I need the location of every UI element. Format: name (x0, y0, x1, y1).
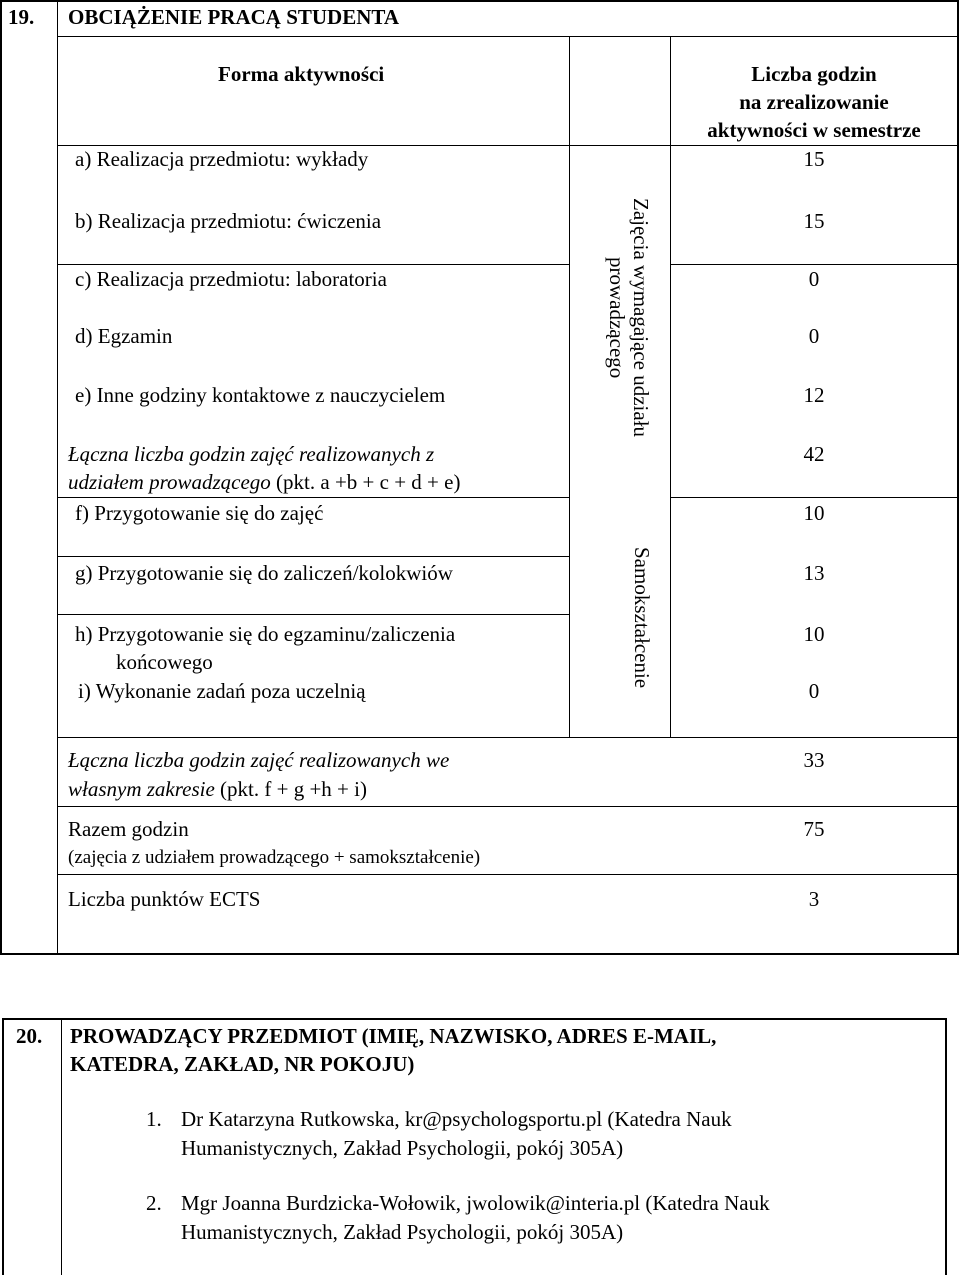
row-divider (57, 806, 959, 807)
ects-value: 3 (808, 887, 820, 911)
row-divider (57, 737, 959, 738)
group-label-self-study: Samokształcenie (630, 547, 654, 689)
lecturer-line1: Dr Katarzyna Rutkowska, kr@psychologsportu.pl (Katedra Nauk (181, 1107, 732, 1131)
frame-top (2, 1018, 947, 1020)
row-divider (57, 614, 569, 615)
activity-row-label: a) Realizacja przedmiotu: wykłady (75, 147, 369, 171)
row-divider (57, 874, 959, 875)
contact-hours-sum-italic: udziałem prowadzącego (68, 470, 271, 494)
self-study-sum-italic: własnym zakresie (68, 777, 215, 801)
activity-row-value: 10 (803, 622, 825, 646)
lecturer-number: 2. (146, 1191, 162, 1215)
activity-row-value: 0 (808, 679, 820, 703)
activity-row-label: i) Wykonanie zadań poza uczelnią (78, 679, 366, 703)
title-divider (57, 36, 959, 37)
frame-left (0, 0, 2, 955)
contact-hours-sum-value: 42 (803, 442, 825, 466)
contact-hours-sum-points: (pkt. a +b + c + d + e) (270, 470, 461, 494)
number-column-divider (57, 0, 58, 955)
row-divider (57, 497, 569, 498)
lecturer-line2: Humanistycznych, Zakład Psychologii, pokój 305A) (181, 1136, 624, 1160)
column-divider (569, 37, 570, 737)
ects-label: Liczba punktów ECTS (68, 887, 261, 911)
hours-column-header-line2: na zrealizowanie (739, 90, 889, 114)
activity-row-value: 10 (803, 501, 825, 525)
section-title: OBCIĄŻENIE PRACĄ STUDENTA (68, 5, 399, 29)
activity-row-value: 12 (803, 383, 825, 407)
row-divider (57, 556, 569, 557)
number-column-divider (61, 1018, 62, 1275)
group-label-contact-line2: prowadzącego (605, 256, 629, 379)
frame-right (945, 1018, 947, 1275)
self-study-sum-label-line2 (68, 775, 367, 803)
activity-row-label: b) Realizacja przedmiotu: ćwiczenia (75, 209, 382, 233)
group-label-contact-hours (605, 180, 653, 455)
section-title-line1: PROWADZĄCY PRZEDMIOT (IMIĘ, NAZWISKO, ADRES E-MAIL, (70, 1024, 717, 1048)
section-title-line2: KATEDRA, ZAKŁAD, NR POKOJU) (70, 1052, 415, 1076)
section-number: 19. (8, 5, 35, 29)
total-hours-label: Razem godzin (68, 817, 189, 841)
frame-left (2, 1018, 4, 1275)
frame-bottom (0, 953, 959, 955)
lecturer-line1: Mgr Joanna Burdzicka-Wołowik, jwolowik@interia.pl (Katedra Nauk (181, 1191, 770, 1215)
activity-row-value: 15 (803, 209, 825, 233)
activity-row-label: d) Egzamin (75, 324, 173, 348)
contact-hours-sum-label-line2 (68, 468, 460, 496)
activity-row-value: 0 (808, 324, 820, 348)
self-study-sum-value: 33 (803, 748, 825, 772)
activity-row-label: e) Inne godziny kontaktowe z nauczycielem (75, 383, 446, 407)
hours-column-header-line1: Liczba godzin (751, 62, 877, 86)
lecturer-number: 1. (146, 1107, 162, 1131)
activity-column-header: Forma aktywności (218, 62, 385, 86)
group-label-contact-line1: Zajęcia wymagające udziału (629, 197, 653, 438)
activity-row-value: 13 (803, 561, 825, 585)
total-hours-value: 75 (803, 817, 825, 841)
section-number: 20. (16, 1024, 43, 1048)
row-divider (670, 497, 959, 498)
activity-row-value: 15 (803, 147, 825, 171)
self-study-sum-label-line1: Łączna liczba godzin zajęć realizowanych we (68, 748, 450, 772)
total-hours-note: (zajęcia z udziałem prowadzącego + samokształcenie) (68, 847, 481, 868)
self-study-sum-points: (pkt. f + g +h + i) (214, 777, 367, 801)
hours-column-header-line3: aktywności w semestrze (707, 118, 921, 142)
frame-top (0, 0, 959, 2)
contact-hours-sum-label-line1: Łączna liczba godzin zajęć realizowanych z (68, 442, 435, 466)
activity-row-label: f) Przygotowanie się do zajęć (75, 501, 324, 525)
activity-row-label: g) Przygotowanie się do zaliczeń/kolokwiów (75, 561, 453, 585)
activity-row-label: h) Przygotowanie się do egzaminu/zaliczenia (75, 622, 456, 646)
activity-row-label-continuation: końcowego (116, 650, 213, 674)
activity-row-value: 0 (808, 267, 820, 291)
activity-row-label: c) Realizacja przedmiotu: laboratoria (75, 267, 387, 291)
lecturer-line2: Humanistycznych, Zakład Psychologii, pokój 305A) (181, 1220, 624, 1244)
